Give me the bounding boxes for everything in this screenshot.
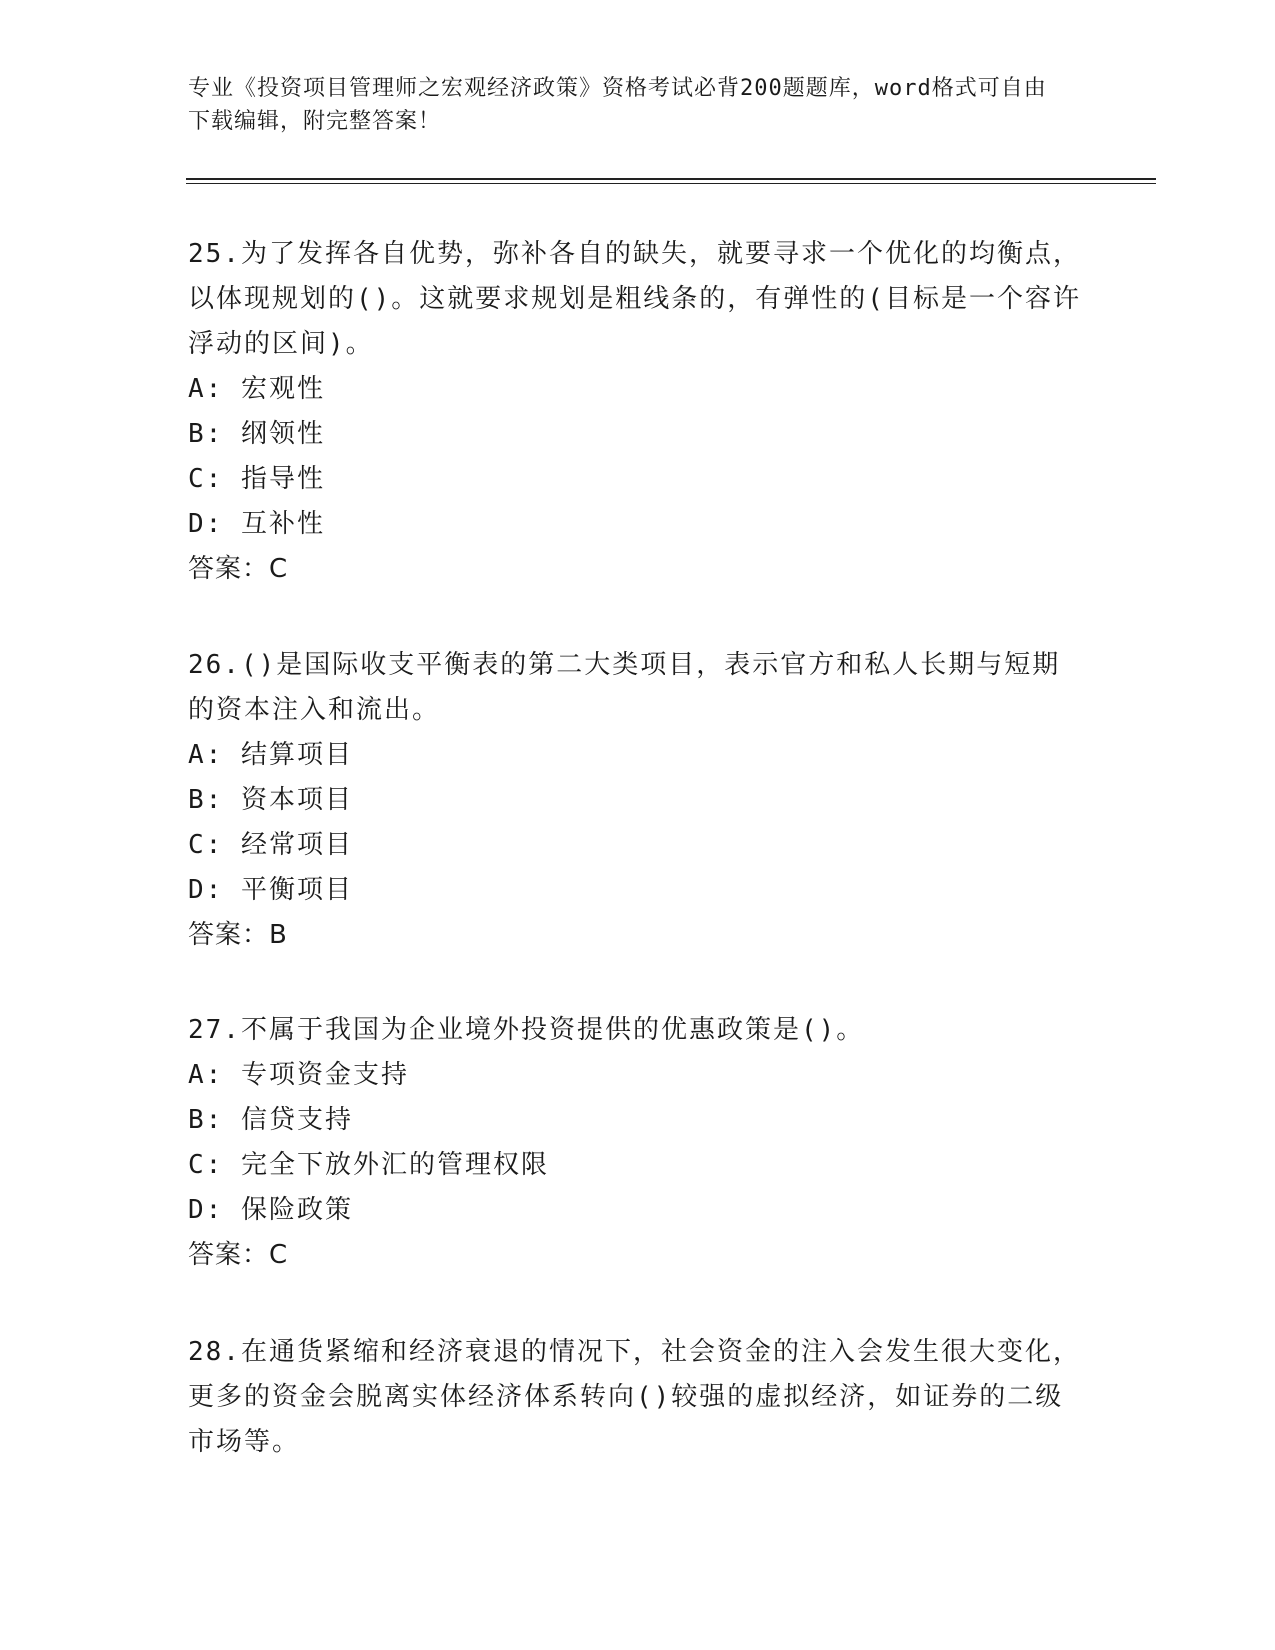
answer: 答案：C [188, 1240, 289, 1270]
answer: 答案：C [188, 554, 289, 584]
option-b: B: 纲领性 [188, 419, 325, 449]
question-stem: 27.不属于我国为企业境外投资提供的优惠政策是()。 [188, 1015, 865, 1045]
question-stem: 26.()是国际收支平衡表的第二大类项目，表示官方和私人长期与短期的资本注入和流出。 [188, 650, 1061, 725]
page-header: 专业《投资项目管理师之宏观经济政策》资格考试必背200题题库，word格式可自由下载编辑，附完整答案！ [188, 76, 1047, 134]
question-stem: 28.在通货紧缩和经济衰退的情况下，社会资金的注入会发生很大变化，更多的资金会脱离实体经济体系转向()较强的虚拟经济，如证券的二级市场等。 [188, 1337, 1081, 1457]
option-a: A: 结算项目 [188, 740, 353, 770]
option-c: C: 指导性 [188, 464, 325, 494]
question-26 [188, 643, 1088, 958]
question-28 [188, 1330, 1088, 1465]
question-25 [188, 232, 1088, 592]
option-c: C: 完全下放外汇的管理权限 [188, 1150, 549, 1180]
option-a: A: 宏观性 [188, 374, 325, 404]
question-27 [188, 1008, 1088, 1278]
answer: 答案：B [188, 920, 288, 950]
option-c: C: 经常项目 [188, 830, 353, 860]
option-d: D: 互补性 [188, 509, 325, 539]
header-divider [186, 178, 1156, 184]
option-b: B: 资本项目 [188, 785, 353, 815]
option-a: A: 专项资金支持 [188, 1060, 409, 1090]
option-d: D: 保险政策 [188, 1195, 353, 1225]
option-d: D: 平衡项目 [188, 875, 353, 905]
question-stem: 25.为了发挥各自优势，弥补各自的缺失，就要寻求一个优化的均衡点，以体现规划的()。这就要求规划是粗线条的，有弹性的(目标是一个容许浮动的区间)。 [188, 239, 1081, 359]
option-b: B: 信贷支持 [188, 1105, 353, 1135]
